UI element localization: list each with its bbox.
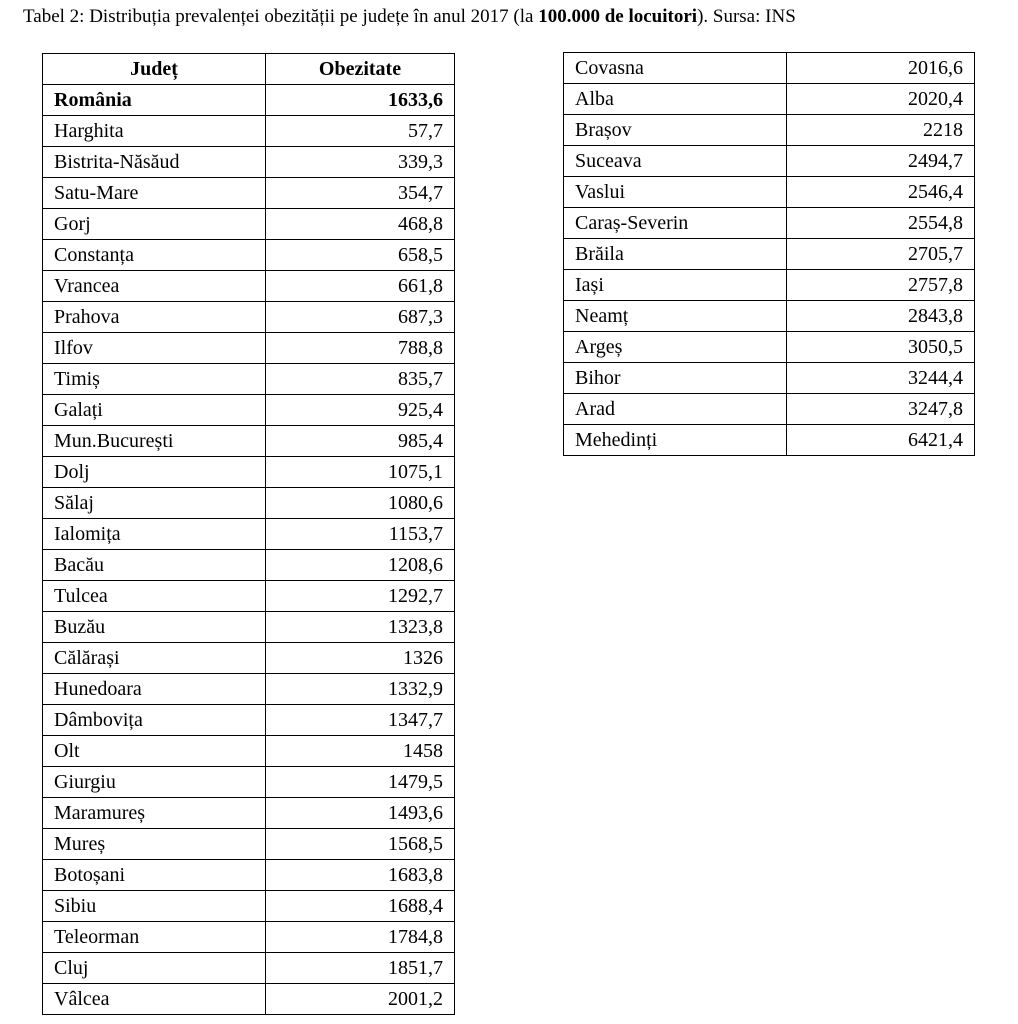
table-row <box>564 332 975 363</box>
table-row <box>43 333 455 364</box>
obesity-value: 1784,8 <box>266 922 455 953</box>
table-row <box>43 209 455 240</box>
obesity-value: 661,8 <box>266 271 455 302</box>
county-name: Sălaj <box>43 488 266 519</box>
table-row <box>564 363 975 394</box>
county-name: Ialomița <box>43 519 266 550</box>
county-name: Ilfov <box>43 333 266 364</box>
table-row <box>564 53 975 84</box>
table-row <box>564 208 975 239</box>
county-name: Călărași <box>43 643 266 674</box>
county-name: Argeș <box>564 332 787 363</box>
obesity-value: 2001,2 <box>266 984 455 1015</box>
header-obesity: Obezitate <box>266 54 455 85</box>
table-row <box>564 270 975 301</box>
obesity-value: 1688,4 <box>266 891 455 922</box>
obesity-value: 3244,4 <box>787 363 975 394</box>
county-name: Dolj <box>43 457 266 488</box>
table-row <box>43 829 455 860</box>
county-name: Constanța <box>43 240 266 271</box>
county-name: Brașov <box>564 115 787 146</box>
table-row <box>43 860 455 891</box>
table-row <box>43 147 455 178</box>
table-row <box>43 116 455 147</box>
caption-source-text: ). Sursa: INS <box>697 6 796 27</box>
obesity-value: 2705,7 <box>787 239 975 270</box>
obesity-value: 468,8 <box>266 209 455 240</box>
obesity-value: 1075,1 <box>266 457 455 488</box>
county-name: Botoșani <box>43 860 266 891</box>
obesity-value: 354,7 <box>266 178 455 209</box>
table-row <box>43 674 455 705</box>
table-row <box>43 395 455 426</box>
table-row <box>564 239 975 270</box>
table-row <box>43 705 455 736</box>
county-name: Arad <box>564 394 787 425</box>
table-row <box>564 115 975 146</box>
county-name: Caraș-Severin <box>564 208 787 239</box>
obesity-value: 1347,7 <box>266 705 455 736</box>
table-row <box>564 301 975 332</box>
obesity-value: 1479,5 <box>266 767 455 798</box>
table-row <box>43 767 455 798</box>
county-name: Galați <box>43 395 266 426</box>
county-name: Tulcea <box>43 581 266 612</box>
table-row <box>43 736 455 767</box>
county-name: Mehedinți <box>564 425 787 456</box>
obesity-value: 1208,6 <box>266 550 455 581</box>
county-name: Cluj <box>43 953 266 984</box>
county-name: Gorj <box>43 209 266 240</box>
table-row <box>564 394 975 425</box>
obesity-value: 1292,7 <box>266 581 455 612</box>
obesity-value: 1683,8 <box>266 860 455 891</box>
obesity-value: 925,4 <box>266 395 455 426</box>
table-row <box>564 425 975 456</box>
table-row <box>43 364 455 395</box>
table-row <box>43 488 455 519</box>
table-row <box>564 177 975 208</box>
county-name: Alba <box>564 84 787 115</box>
table-caption <box>23 6 796 28</box>
table-header-row <box>43 54 455 85</box>
table-row <box>43 271 455 302</box>
county-name: Covasna <box>564 53 787 84</box>
table-row <box>43 581 455 612</box>
county-name: Satu-Mare <box>43 178 266 209</box>
obesity-value: 3247,8 <box>787 394 975 425</box>
county-name: Bacău <box>43 550 266 581</box>
obesity-value: 1568,5 <box>266 829 455 860</box>
county-name: Suceava <box>564 146 787 177</box>
obesity-value: 788,8 <box>266 333 455 364</box>
obesity-value: 3050,5 <box>787 332 975 363</box>
table-row <box>43 798 455 829</box>
obesity-value: 835,7 <box>266 364 455 395</box>
obesity-value: 6421,4 <box>787 425 975 456</box>
obesity-value: 57,7 <box>266 116 455 147</box>
table-row <box>43 519 455 550</box>
obesity-value: 1332,9 <box>266 674 455 705</box>
obesity-value: 1458 <box>266 736 455 767</box>
obesity-value: 2494,7 <box>787 146 975 177</box>
caption-bold-text: 100.000 de locuitori <box>538 6 698 27</box>
county-name: Mureș <box>43 829 266 860</box>
county-name: Prahova <box>43 302 266 333</box>
county-name: Teleorman <box>43 922 266 953</box>
obesity-value: 1851,7 <box>266 953 455 984</box>
obesity-value: 1493,6 <box>266 798 455 829</box>
table-row <box>43 426 455 457</box>
obesity-value: 2016,6 <box>787 53 975 84</box>
county-name: Dâmbovița <box>43 705 266 736</box>
obesity-value: 2843,8 <box>787 301 975 332</box>
obesity-value: 687,3 <box>266 302 455 333</box>
county-name: Mun.București <box>43 426 266 457</box>
table-row <box>43 922 455 953</box>
obesity-table-right <box>563 52 975 456</box>
table-row <box>43 612 455 643</box>
header-county: Județ <box>43 54 266 85</box>
county-name: Buzău <box>43 612 266 643</box>
obesity-value: 658,5 <box>266 240 455 271</box>
county-name: Iași <box>564 270 787 301</box>
county-name: Hunedoara <box>43 674 266 705</box>
obesity-value: 2757,8 <box>787 270 975 301</box>
county-name: Bistrita-Năsăud <box>43 147 266 178</box>
county-name: Harghita <box>43 116 266 147</box>
obesity-value: 2218 <box>787 115 975 146</box>
obesity-value: 1326 <box>266 643 455 674</box>
table-row <box>43 240 455 271</box>
table-row <box>43 178 455 209</box>
table-row <box>564 146 975 177</box>
table-row <box>43 643 455 674</box>
county-name: Neamț <box>564 301 787 332</box>
table-row <box>43 891 455 922</box>
table-row <box>564 84 975 115</box>
obesity-value: 1153,7 <box>266 519 455 550</box>
county-name: Giurgiu <box>43 767 266 798</box>
obesity-value: 1323,8 <box>266 612 455 643</box>
table-row <box>43 953 455 984</box>
table-row <box>43 457 455 488</box>
obesity-value: 2546,4 <box>787 177 975 208</box>
caption-text: Tabel 2: Distribuția prevalenței obezității pe județe în anul 2017 (la <box>23 6 539 27</box>
county-name: Vâlcea <box>43 984 266 1015</box>
obesity-value: 985,4 <box>266 426 455 457</box>
table-row <box>43 550 455 581</box>
obesity-table-left <box>42 53 455 1015</box>
county-name: Vaslui <box>564 177 787 208</box>
obesity-value: 2020,4 <box>787 84 975 115</box>
total-row <box>43 85 455 116</box>
county-name: Sibiu <box>43 891 266 922</box>
county-name: Olt <box>43 736 266 767</box>
total-county: România <box>43 85 266 116</box>
obesity-value: 1080,6 <box>266 488 455 519</box>
total-value: 1633,6 <box>266 85 455 116</box>
county-name: Bihor <box>564 363 787 394</box>
county-name: Brăila <box>564 239 787 270</box>
county-name: Vrancea <box>43 271 266 302</box>
county-name: Maramureș <box>43 798 266 829</box>
obesity-value: 339,3 <box>266 147 455 178</box>
table-row <box>43 302 455 333</box>
table-row <box>43 984 455 1015</box>
obesity-value: 2554,8 <box>787 208 975 239</box>
county-name: Timiș <box>43 364 266 395</box>
